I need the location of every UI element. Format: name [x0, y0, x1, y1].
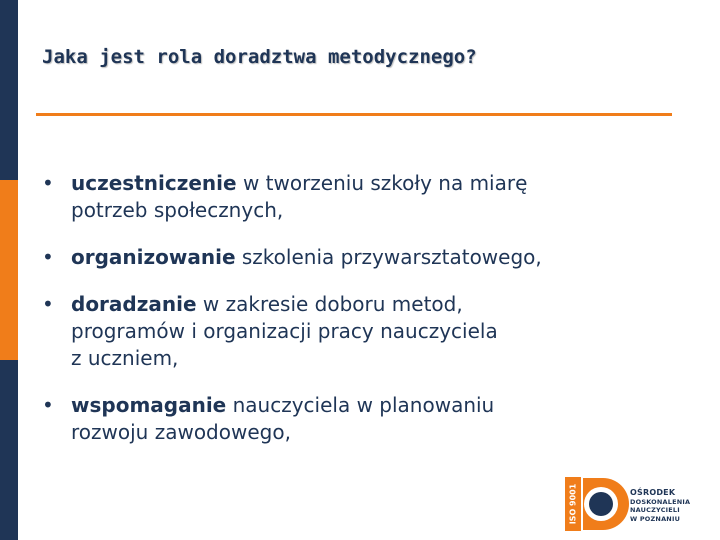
item-text: nauczyciela w planowaniu — [232, 393, 495, 417]
item-text-line2: rozwoju zawodowego, — [71, 420, 291, 444]
item-text-line2: potrzeb społecznych, — [71, 198, 284, 222]
item-keyword: doradzanie — [71, 292, 197, 316]
left-bar-orange — [0, 180, 18, 360]
bullet-icon: • — [42, 171, 54, 195]
bullet-icon: • — [42, 245, 54, 269]
bullet-icon: • — [42, 292, 54, 316]
item-text-line3: z uczniem, — [71, 346, 179, 370]
item-text: szkolenia przywarsztatowego, — [241, 245, 542, 269]
logo-line: OŚRODEK — [630, 488, 676, 497]
bullet-icon: • — [42, 393, 54, 417]
item-keyword: organizowanie — [71, 245, 236, 269]
logo-dot — [589, 492, 613, 516]
item-text: w tworzeniu szkoły na miarę — [242, 171, 528, 195]
left-bar-navy-top — [0, 0, 18, 180]
left-bar-navy-bottom — [0, 360, 18, 540]
logo-wordmark — [630, 489, 690, 523]
bullet-list — [42, 170, 682, 466]
slide-title: Jaka jest rola doradztwa metodycznego? — [42, 46, 477, 68]
logo-line: W POZNANIU — [630, 514, 681, 523]
list-item — [42, 291, 682, 372]
item-text-line2: programów i organizacji pracy nauczyciela — [71, 319, 498, 343]
logo-line: DOSKONALENIA — [630, 497, 691, 506]
list-item — [42, 244, 682, 271]
title-divider — [36, 113, 672, 116]
item-keyword: uczestniczenie — [71, 171, 237, 195]
list-item — [42, 392, 682, 446]
logo-line: NAUCZYCIELI — [630, 506, 680, 515]
iso-label: ISO 9001 — [568, 483, 578, 525]
list-item — [42, 170, 682, 224]
item-text: w zakresie doboru metod, — [202, 292, 463, 316]
item-keyword: wspomaganie — [71, 393, 227, 417]
